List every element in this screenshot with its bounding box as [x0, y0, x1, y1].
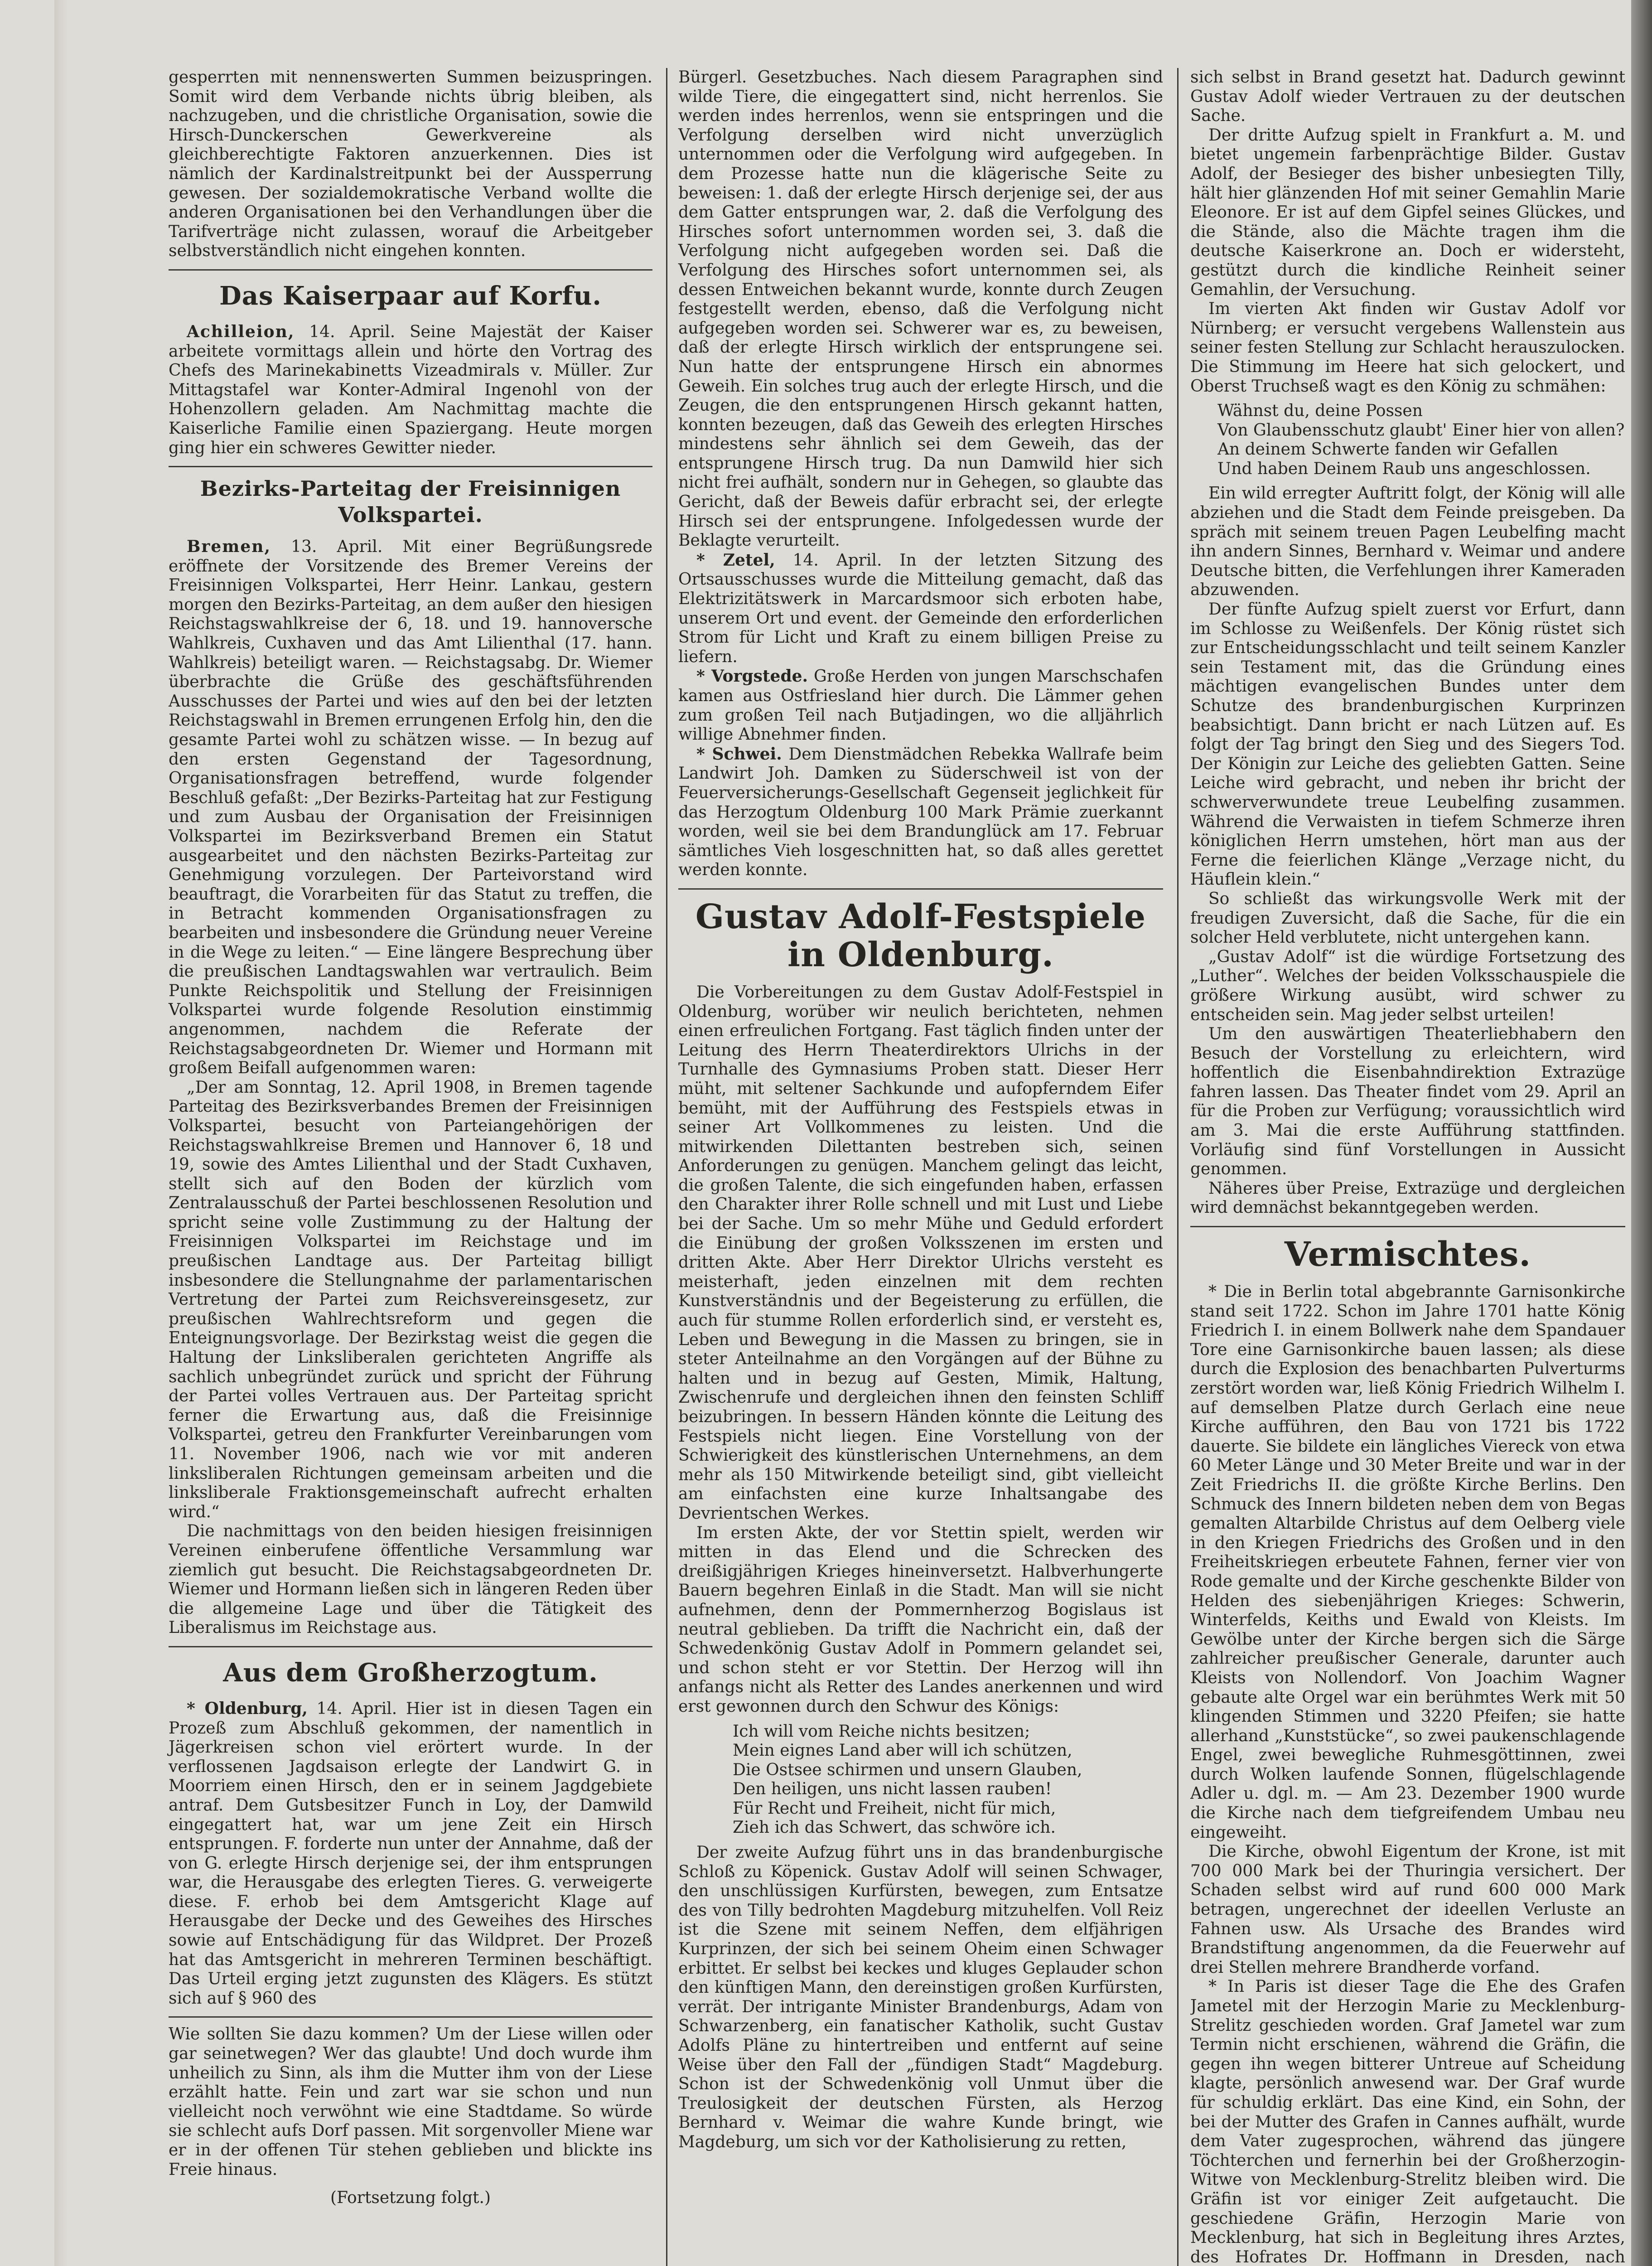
- paragraph: gesperrten mit nennenswerten Summen beizuspringen. Somit wird dem Verbande nichts übrig bleiben, als nachzugeben, und die christliche Organisation, sowie die Hirsch-Dunckerschen Gewerkvereine als gleichberechtigte Faktoren anzuerkennen. Dies ist nämlich der Kardinalstreitpunkt bei der Aussperrung gewesen. Der sozialdemokratische Verband wollte die anderen Organisationen bei den Verhandlungen über die Tarifverträge nicht zulassen, worauf die Arbeitgeber selbstverständlich nicht eingehen konnten.: [169, 68, 652, 261]
- column-rule-1: [666, 68, 667, 2266]
- paragraph: * Die in Berlin total abgebrannte Garnisonkirche stand seit 1722. Schon im Jahre 1701 hatte König Friedrich I. in einem Bollwerk nahe dem Spandauer Tore eine Garnisonkirche bauen lassen; als diese durch die Explosion des benachbarten Pulverturms zerstört worden war, ließ König Friedrich Wilhelm I. auf demselben Platze durch Gerlach eine neue Kirche aufführen, den Bau von 1721 bis 1722 dauerte. Sie bildete ein längliches Viereck von etwa 60 Meter Länge und 30 Meter Breite und war in der Zeit Friedrichs II. die größte Kirche Berlins. Den Schmuck des Innern bildeten neben dem von Begas gemalten Altarbilde Christus auf dem Oelberg viele in den Kriegen Friedrichs des Großen und in den Freiheitskriegen erbeutete Fahnen, ferner vier von Rode gemalte und der Kirche geschenkte Bilder von Helden des siebenjährigen Krieges: Schwerin, Winterfelds, Keiths und Ewald von Kleists. Im Gewölbe unter der Kirche bergen sich die Särge zahlreicher preußischer Generale, darunter auch Kleists von Nollendorf. Von Joachim Wagner gebaute alte Orgel war ein berühmtes Werk mit 50 klingenden Stimmen und 3220 Pfeifen; sie hatte allerhand „Kunststücke“, so zwei paukenschlagende Engel, zwei bewegliche Ruhmesgöttinnen, zwei durch Wolken laufende Sonnen, flügelschlagende Adler u. dgl. m. — Am 23. Dezember 1900 wurde die Kirche nach dem tiefgreifendem Umbau neu eingeweiht.: [1190, 1283, 1625, 1842]
- divider: [169, 269, 652, 271]
- poem-line: Den heiligen, uns nicht lassen rauben!: [733, 1780, 1052, 1799]
- headline-parteitag: Bezirks-Parteitag der Freisinnigen Volkspartei.: [200, 476, 621, 528]
- place-name: * Zetel,: [696, 550, 775, 570]
- column-2: [678, 68, 1163, 2152]
- news-vorgstede: [678, 667, 1163, 744]
- article-oldenburg: [169, 1699, 652, 2009]
- paragraph: * In Paris ist dieser Tage die Ehe des Grafen Jametel mit der Herzogin Marie zu Mecklenburg-Strelitz geschieden worden. Graf Jametel war zum Termin nicht erschienen, während die Gräfin, die gegen ihn wegen bitterer Untreue auf Scheidung klagte, persönlich anwesend war. Der Graf wurde für schuldig erklärt. Das eine Kind, ein Sohn, der bei der Mutter des Grafen in Cannes aufhält, wurde dem Vater zugesprochen, während das jüngere Töchterchen und fernerhin bei der Großherzogin-Witwe von Mecklenburg-Strelitz bleiben wird. Die Gräfin ist vor einiger Zeit aufgetaucht. Die geschiedene Gräfin, Herzogin Marie von Mecklenburg, hat sich in Begleitung ihres Arztes, des Hofrates Dr. Hoffmann in Dresden, nach: [1190, 1977, 1625, 2266]
- headline-vermischtes: Vermischtes.: [1284, 1235, 1531, 1274]
- dateline: Bremen,: [187, 537, 271, 557]
- poem-line: Und haben Deinem Raub uns angeschlossen.: [1217, 459, 1591, 478]
- body-text: 13. April. Mit einer Begrüßungsrede eröffnete der Vorsitzende des Bremer Vereins der Freisinnigen Volkspartei, Herr Heinr. Lankau, gestern morgen den Bezirks-Parteitag, an dem außer den hiesigen Reichstagswahlkreise der 6, 18. und 19. hannoversche Wahlkreis, Cuxhaven und das Amt Lilienthal (17. hann. Wahlkreis) beteiligt waren. — Reichstagsabg. Dr. Wiemer überbrachte die Grüße des geschäftsführenden Ausschusses der Partei und wies auf den bei der letzten Reichstagswahl in Bremen errungenen Erfolg hin, den die gesamte Partei wohl zu schätzen wisse. — In bezug auf den ersten Gegenstand der Tagesordnung, Organisationsfragen betreffend, wurde folgender Beschluß gefaßt: „Der Bezirks-Parteitag hat zur Festigung und zum Ausbau der Organisation der Freisinnigen Volkspartei im Bezirksverband Bremen ein Statut ausgearbeitet und den nächsten Bezirks-Parteitag zur Genehmigung vorzulegen. Der Parteivorstand wird beauftragt, die Vorarbeiten für das Statut zu treffen, die in Betracht kommenden Organisationsfragen zu bearbeiten und insbesondere die Gründung neuer Vereine in die Wege zu leiten.“ — Eine längere Besprechung über die preußischen Landtagswahlen war vertraulich. Beim Punkte Reichspolitik und Stellung der Freisinnigen Volkspartei wurde folgende Resolution einstimmig angenommen, nachdem die Referate der Reichstagsabgeordneten Dr. Wiemer und Hormann mit großem Beifall aufgenommen waren:: [169, 537, 653, 1078]
- paragraph: sich selbst in Brand gesetzt hat. Dadurch gewinnt Gustav Adolf wieder Vertrauen zu der deutschen Sache.: [1190, 68, 1625, 126]
- paragraph: Der zweite Aufzug führt uns in das brandenburgische Schloß zu Köpenick. Gustav Adolf will seinen Schwager, den unschlüssigen Kurfürsten, bewegen, zum Entsatze des von Tilly bedrohten Magdeburg mitzuhelfen. Voll Reiz ist die Szene mit seinem Neffen, dem elfjährigen Kurprinzen, der sich bei seinem Oheim einen Schwager erbittet. Er selbst bei keckes und kluges Geplauder schon den künftigen Mann, den dereinstigen großen Kurfürsten, verrät. Der intrigante Minister Brandenburgs, Adam von Schwarzenberg, ein fanatischer Katholik, sucht Gustav Adolfs Pläne zu hintertreiben und entfernt auf seine Weise über den Fall der „fündigen Stadt“ Magdeburg. Schon ist der Schwedenkönig voll Unmut über die Treulosigkeit der deutschen Fürsten, als Herzog Bernhard v. Weimar die wahre Kunde bringt, wie Magdeburg, um sich vor der Katholisierung zu retten,: [678, 1843, 1163, 2151]
- paragraph: Im vierten Akt finden wir Gustav Adolf vor Nürnberg; er versucht vergebens Wallenstein aus seiner festen Stellung zur Schlacht herauszulocken. Die Stimmung im Heere hat sich gelockert, und Oberst Truchseß wagt es den König zu schmähen:: [1190, 300, 1625, 396]
- body-text: Große Herden von jungen Marschschafen kamen aus Ostfriesland hier durch. Die Lämmer gehen zum großen Teil nach Butjadingen, wo die alljährlich willige Abnehmer finden.: [678, 667, 1164, 744]
- poem-line: Wähnst du, deine Possen: [1217, 402, 1423, 421]
- column-3: [1190, 68, 1625, 2266]
- divider: [1190, 1226, 1625, 1227]
- headline-gustav-adolf-2: in Oldenburg.: [787, 935, 1054, 974]
- column-1: [169, 68, 652, 2208]
- binding-shadow: [54, 0, 68, 2266]
- poem-line: Von Glaubensschutz glaubt' Einer hier von allen?: [1217, 421, 1625, 440]
- headline-grossherzogtum: Aus dem Großherzogtum.: [223, 1657, 598, 1688]
- poem-truchsess: [1217, 402, 1625, 479]
- body-text: 14. April. In der letzten Sitzung des Ortsausschusses wurde die Mitteilung gemacht, daß das Elektrizitätswerk in Marcardsmoor sich erboten habe, unserem Ort und event. der Gemeinde den erforderlichen Strom für Licht und Kraft zu einem billigen Preise zu liefern.: [678, 551, 1163, 666]
- poem-line: Zieh ich das Schwert, das schwöre ich.: [733, 1818, 1056, 1837]
- paragraph: Die Kirche, obwohl Eigentum der Krone, ist mit 700 000 Mark bei der Thuringia versichert. Der Schaden selbst wird auf rund 600 000 Mark betragen, ungerechnet der ideellen Verluste an Fahnen usw. Als Ursache des Brandes wird Brandstiftung angenommen, da die Feuerwehr auf drei Stellen mehrere Brandherde vorfand.: [1190, 1842, 1625, 1977]
- scan-edge: [1631, 0, 1652, 2266]
- column-rule-2: [1177, 68, 1179, 2266]
- news-zetel: [678, 551, 1163, 667]
- poem-schwur: [733, 1722, 1163, 1838]
- poem-line: Die Ostsee schirmen und unsern Glauben,: [733, 1760, 1082, 1779]
- paragraph: Im ersten Akte, der vor Stettin spielt, werden wir mitten in das Elend und die Schrecken des dreißigjährigen Krieges hineinversetzt. Halbverhungerte Bauern begehren Einlaß in die Stadt. Man will sie nicht aufnehmen, denn der Pommernherzog Bogislaus ist neutral geblieben. Da trifft die Nachricht ein, daß der Schwedenkönig Gustav Adolf in Pommern gelandet sei, und schon steht er vor Stettin. Der Herzog will ihn anfangs nicht als Retter des Landes anerkennen und wird erst gewonnen durch den Schwur des Königs:: [678, 1523, 1163, 1716]
- paragraph: Der fünfte Aufzug spielt zuerst vor Erfurt, dann im Schlosse zu Weißenfels. Der König rüstet sich zur Entscheidungsschlacht und teilt seinem Kanzler sein Testament mit, das die Gründung eines mächtigen evangelischen Bundes unter dem Schutze des brandenburgischen Kurprinzen beabsichtigt. Dann bricht er nach Lützen auf. Es folgt der Tag bringt den Sieg und des Siegers Tod. Der Königin zur Leiche des geliebten Gatten. Seine Leiche wird gebracht, und neben ihr bricht der schwerverwundete treue Leubelfing zusammen. Während die Verwaisten in tiefem Schmerze ihren königlichen Herrn umstehen, hört man aus der Ferne die feierlichen Klänge „Verzage nicht, du Häuflein klein.“: [1190, 600, 1625, 889]
- paragraph: Die nachmittags von den beiden hiesigen freisinnigen Vereinen einberufene öffentliche Versammlung war ziemlich gut besucht. Die Reichstagsabgeordneten Dr. Wiemer und Hormann ließen sich in längeren Reden über die allgemeine Lage und über die Tätigkeit des Liberalismus im Reichstage aus.: [169, 1522, 652, 1637]
- place-name: * Vorgstede.: [696, 667, 808, 686]
- news-schwei: [678, 745, 1163, 880]
- paragraph: Die Vorbereitungen zu dem Gustav Adolf-Festspiel in Oldenburg, worüber wir neulich berichteten, nehmen einen erfreulichen Fortgang. Fast täglich finden unter der Leitung des Herrn Theaterdirektors Ulrichs in der Turnhalle des Gymnasiums Proben statt. Dieser Herr müht, mit seltener Sachkunde und aufopferndem Eifer bemüht, mit der Aufführung des Festspiels etwas in seiner Art Vollkommenes zu leisten. Und die mitwirkenden Dilettanten bestreben sich, seinen Anforderungen zu genügen. Manchem gelingt das leicht, die großen Talente, die sich eingefunden haben, erfassen den Charakter ihrer Rolle schnell und mit Lust und Liebe bei der Sache. Um so mehr Mühe und Geduld erfordert die Einübung der großen Volksszenen im ersten und dritten Akte. Aber Herr Direktor Ulrichs versteht es meisterhaft, jeden einzelnen mit dem rechten Kunstverständnis und der Begeisterung zu erfüllen, die auch für stumme Rollen erforderlich sind, er versteht es, Leben und Bewegung in die Massen zu bringen, sie in steter Anteilnahme an den Vorgängen auf der Bühne zu halten und in bezug auf Gesten, Mimik, Haltung, Zwischenrufe und dergleichen ihnen den feinsten Schliff beizubringen. In bessern Händen könnte die Leitung des Festspiels nicht liegen. Eine Vorstellung von der Schwierigkeit des künstlerischen Unternehmens, an dem mehr als 150 Mitwirkende beteiligt sind, gibt vielleicht am einfachsten eine kurze Inhaltsangabe des Devrientschen Werkes.: [678, 983, 1163, 1523]
- poem-line: Mein eignes Land aber will ich schützen,: [733, 1741, 1072, 1760]
- divider: [678, 888, 1163, 890]
- headline-gustav-adolf-1: Gustav Adolf-Festspiele: [695, 897, 1146, 936]
- article-parteitag: [169, 537, 652, 1078]
- poem-line: An deinem Schwerte fanden wir Gefallen: [1217, 440, 1558, 459]
- body-text: 14. April. Hier ist in diesen Tagen ein Prozeß zum Abschluß gekommen, der namentlich in Jägerkreisen schon viel erörtert wurde. In der verflossenen Jagdsaison erlegte der Landwirt G. in Moorriem einen Hirsch, den er in seinem Jagdgebiete antraf. Dem Gutsbesitzer Funch in Loy, der Damwild eingegattert hat, war um jene Zeit ein Hirsch entsprungen. F. forderte nun unter der Annahme, daß der von G. erlegte Hirsch derjenige sei, der ihm entsprungen war, die Herausgabe des erlegten Tieres. G. verweigerte diese. F. erhob bei dem Amtsgericht Klage auf Herausgabe der Decke und des Geweihes des Hirsches sowie auf Entschädigung für das Wildpret. Der Prozeß hat das Amtsgericht in mehreren Terminen beschäftigt. Das Urteil erging jetzt zugunsten des Klägers. Es stützt sich auf § 960 des: [169, 1699, 652, 2008]
- paragraph: Näheres über Preise, Extrazüge und dergleichen wird demnächst bekanntgegeben werden.: [1190, 1179, 1625, 1217]
- paragraph: Ein wild erregter Auftritt folgt, der König will alle abziehen und die Stadt dem Feinde preisgeben. Da spräch mit seinem treuen Pagen Leubelfing macht ihn andern Sinnes, Bernhard v. Weimar und andere Deutsche bitten, die Verfehlungen ihrer Kameraden abzuwenden.: [1190, 484, 1625, 600]
- paragraph: Der dritte Aufzug spielt in Frankfurt a. M. und bietet ungemein farbenprächtige Bilder. Gustav Adolf, der Besieger des bisher unbesiegten Tilly, hält hier glänzenden Hof mit seiner Gemahlin Marie Eleonore. Er ist auf dem Gipfel seines Glückes, und die Stände, also die Mächte tragen ihm die deutsche Kaiserkrone an. Doch er widersteht, gestützt durch die kindliche Reinheit seiner Gemahlin, der Versuchung.: [1190, 126, 1625, 299]
- feuilleton-text: Wie sollten Sie dazu kommen? Um der Liese willen oder gar seinetwegen? Wer das glaubte! Und doch wurde ihm unheilich zu Sinn, als ihm die Mutter ihm von der Liese erzählt hatte. Fein und zart war sie schon und nun vielleicht noch verwöhnt wie eine Stadtdame. So würde sie schlecht aufs Dorf passen. Mit sorgenvoller Miene war er in der offenen Tür stehen geblieben und blickte ins Freie hinaus.: [169, 2025, 652, 2179]
- poem-line: Ich will vom Reiche nichts besitzen;: [733, 1722, 1030, 1741]
- divider: [169, 2016, 652, 2018]
- divider: [169, 466, 652, 467]
- poem-line: Für Recht und Freiheit, nicht für mich,: [733, 1799, 1056, 1818]
- paragraph: „Gustav Adolf“ ist die würdige Fortsetzung des „Luther“. Welches der beiden Volksschauspiele die größere Wirkung ausübt, wird schwer zu entscheiden sein. Mag jeder selbst urteilen!: [1190, 947, 1625, 1024]
- headline-kaiserpaar: Das Kaiserpaar auf Korfu.: [219, 281, 602, 311]
- divider: [169, 1646, 652, 1647]
- paragraph: So schließt das wirkungsvolle Werk mit der freudigen Zuversicht, daß die Sache, für die ein solcher Held verblutete, nicht untergehen kann.: [1190, 889, 1625, 947]
- place-name: * Schwei.: [696, 744, 782, 764]
- paragraph: Um den auswärtigen Theaterliebhabern den Besuch der Vorstellung zu erleichtern, wird hoffentlich die Eisenbahndirektion Extrazüge fahren lassen. Das Theater findet vom 29. April an für die Proben zur Verfügung; voraussichtlich wird am 3. Mai die erste Aufführung stattfinden. Vorläufig sind fünf Vorstellungen in Aussicht genommen.: [1190, 1025, 1625, 1179]
- dateline: Achilleion,: [187, 322, 295, 341]
- place-name: * Oldenburg,: [187, 1699, 308, 1718]
- paragraph: „Der am Sonntag, 12. April 1908, in Bremen tagende Parteitag des Bezirksverbandes Bremen der Freisinnigen Volkspartei, besucht von Parteiangehörigen der Reichstagswahlkreise Bremen und Hannover 6, 18 und 19, sowie des Amtes Lilienthal und der Stadt Cuxhaven, stellt sich auf den Boden der kürzlich vom Zentralausschuß der Partei beschlossenen Resolution und spricht seine volle Zustimmung zu der Haltung der Freisinnigen Volkspartei im Reichstage und im preußischen Landtage aus. Der Parteitag billigt insbesondere die Stellungnahme der parlamentarischen Vertretung der Partei zum Reichsvereinsgesetz, zur preußischen Wahlrechtsreform und gegen die Enteignungsvorlage. Der Bezirkstag weist die gegen die Haltung der Linksliberalen gerichteten Angriffe als sachlich unbegründet zurück und spricht der Führung der Partei volles Vertrauen aus. Der Parteitag spricht ferner die Erwartung aus, daß die Freisinnige Volkspartei, getreu den Frankfurter Vereinbarungen vom 11. November 1906, nach wie vor mit anderen linksliberalen Richtungen gemeinsam arbeiten und die linksliberale Fraktionsgemeinschaft aufrecht erhalten wird.“: [169, 1078, 652, 1521]
- paragraph: Bürgerl. Gesetzbuches. Nach diesem Paragraphen sind wilde Tiere, die eingegattert sind, nicht herrenlos. Sie werden indes herrenlos, wenn sie entspringen und die Verfolgung derselben wird nicht unverzüglich unternommen oder die Verfolgung wird aufgegeben. In dem Prozesse hatte nun die klägerische Seite zu beweisen: 1. daß der erlegte Hirsch derjenige sei, der aus dem Gatter entsprungen war, 2. daß die Verfolgung des Hirsches sofort unternommen worden sei, 3. daß die Verfolgung nicht aufgegeben worden sei. Daß die Verfolgung des Hirsches sofort unternommen sei, als dessen Entweichen bekannt wurde, konnte durch Zeugen festgestellt werden, ebenso, daß die Verfolgung nicht aufgegeben worden sei. Schwerer war es, zu beweisen, daß der erlegte Hirsch wirklich der entsprungene sei. Nun hatte der entsprungene Hirsch ein abnormes Geweih. Ein solches trug auch der erlegte Hirsch, und die Zeugen, die den entsprungenen Hirsch gekannt hatten, konnten bezeugen, daß das Geweih des erlegten Hirsches mindestens sehr ähnlich sei dem Geweih, das der entsprungene Hirsch trug. Da nun Damwild hier sich nicht frei aufhält, sondern nur in Gehegen, so glaubte das Gericht, daß der Beweis dafür erbracht sei, der erlegte Hirsch sei der entsprungene. Infolgedessen wurde der Beklagte verurteilt.: [678, 68, 1163, 550]
- body-text: Dem Dienstmädchen Rebekka Wallrafe beim Landwirt Joh. Damken zu Süderschweil ist von der Feuerversicherungs-Gesellschaft Gegenseit jeglichkeit für das Herzogtum Oldenburg 100 Mark Prämie zuerkannt worden, weil sie bei dem Brandunglück am 17. Februar sämtliches Vieh losgeschnitten hat, so daß alles gerettet werden konnte.: [678, 745, 1164, 880]
- continued-note: (Fortsetzung folgt.): [330, 2189, 491, 2208]
- article-kaiserpaar: [169, 322, 652, 458]
- body-text: 14. April. Seine Majestät der Kaiser arbeitete vormittags allein und hörte den Vortrag des Chefs des Marinekabinetts Vizeadmirals v. Müller. Zur Mittagstafel war Konter-Admiral Ingenohl von der Hohenzollern geladen. Am Nachmittag machte die Kaiserliche Familie einen Spaziergang. Heute morgen ging hier ein schweres Gewitter nieder.: [169, 322, 652, 457]
